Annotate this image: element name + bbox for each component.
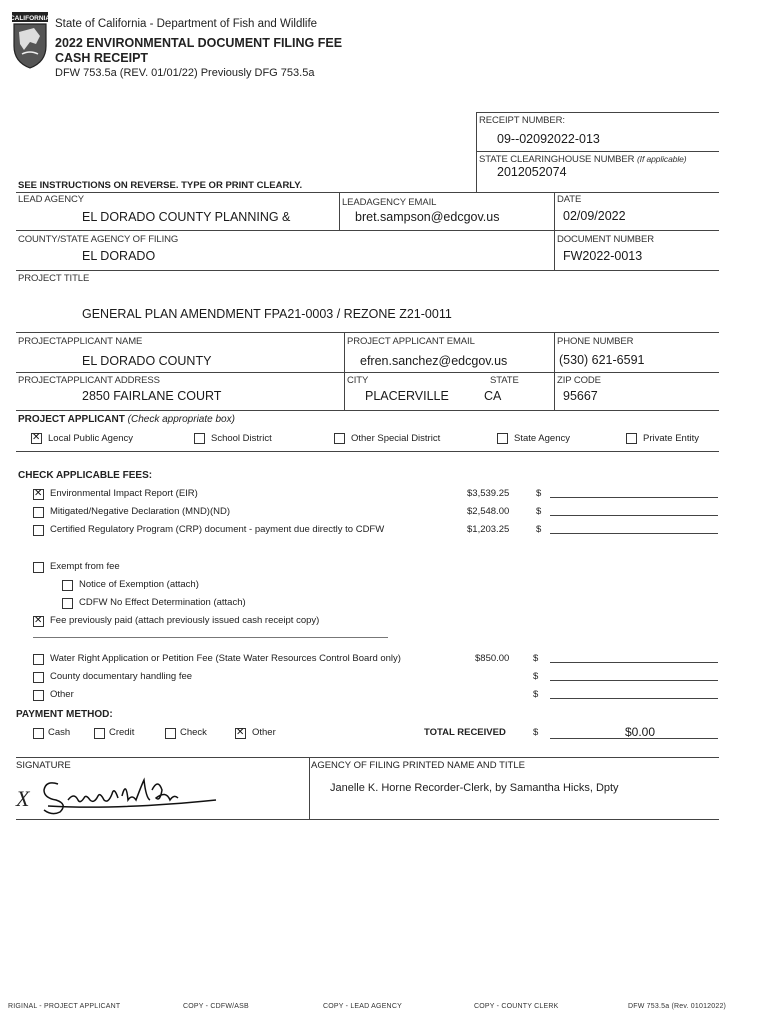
agency-filing-value: Janelle K. Horne Recorder-Clerk, by Samantha Hicks, Dpty — [330, 782, 619, 794]
total-dollar: $ — [533, 727, 539, 738]
phone-value: (530) 621-6591 — [559, 353, 645, 367]
document-number-label: DOCUMENT NUMBER — [557, 234, 655, 245]
county-doc-fee-dollar: $ — [533, 671, 539, 682]
applicant-type-heading-text: PROJECT APPLICANT — [18, 414, 125, 425]
state-agency-label: State Agency — [514, 433, 570, 444]
water-right-amount: $850.00 — [475, 653, 510, 664]
state-seal-icon — [10, 10, 50, 70]
state-agency-checkbox[interactable] — [497, 433, 508, 444]
mnd-amount: $2,548.00 — [467, 506, 510, 517]
notice-of-exemption-label: Notice of Exemption (attach) — [79, 579, 199, 590]
agency-filing-label: AGENCY OF FILING PRINTED NAME AND TITLE — [311, 760, 525, 771]
mnd-checkbox[interactable] — [33, 507, 44, 518]
cash-checkbox[interactable] — [33, 728, 44, 739]
applicant-email-label: PROJECT APPLICANT EMAIL — [347, 336, 475, 347]
exempt-checkbox[interactable] — [33, 562, 44, 573]
crp-checkbox[interactable] — [33, 525, 44, 536]
receipt-number-label: RECEIPT NUMBER: — [479, 115, 565, 126]
payment-heading: PAYMENT METHOD: — [16, 709, 113, 720]
county-label: COUNTY/STATE AGENCY OF FILING — [18, 234, 179, 245]
fee-previously-paid-checkbox[interactable] — [33, 616, 44, 627]
other-fee-dollar: $ — [533, 689, 539, 700]
check-label: Check — [180, 727, 207, 738]
county-doc-fee-checkbox[interactable] — [33, 672, 44, 683]
water-right-dollar: $ — [533, 653, 539, 664]
crp-amount: $1,203.25 — [467, 524, 510, 535]
mnd-amount-line[interactable] — [550, 515, 718, 516]
cdfw-no-effect-checkbox[interactable] — [62, 598, 73, 609]
zip-label: ZIP CODE — [557, 375, 601, 386]
check-checkbox[interactable] — [165, 728, 176, 739]
handwritten-signature — [38, 770, 218, 818]
header-title: 2022 ENVIRONMENTAL DOCUMENT FILING FEE — [55, 36, 343, 50]
crp-amount-line[interactable] — [550, 533, 718, 534]
applicant-address: 2850 FAIRLANE COURT — [82, 389, 222, 403]
signature-x-mark: X — [16, 786, 30, 811]
document-number: FW2022-0013 — [563, 249, 643, 263]
city-value: PLACERVILLE — [365, 389, 449, 403]
phone-label: PHONE NUMBER — [557, 336, 634, 347]
eir-amount-line[interactable] — [550, 497, 718, 498]
svg-text:CALIFORNIA: CALIFORNIA — [10, 15, 50, 22]
header-form-number: DFW 753.5a (REV. 01/01/22) Previously DFG 753.5a — [55, 67, 315, 79]
exempt-label: Exempt from fee — [50, 561, 120, 572]
lead-agency-label: LEAD AGENCY — [18, 194, 84, 205]
date-value: 02/09/2022 — [563, 209, 626, 223]
header-subtitle: CASH RECEIPT — [55, 51, 149, 65]
applicant-type-heading — [18, 414, 235, 425]
school-district-label: School District — [211, 433, 272, 444]
cash-label: Cash — [48, 727, 71, 738]
date-label: DATE — [557, 194, 582, 205]
total-received-value: $0.00 — [625, 725, 656, 739]
project-title-label: PROJECT TITLE — [18, 273, 90, 284]
lead-agency-email-label: LEADAGENCY EMAIL — [342, 197, 437, 208]
school-district-checkbox[interactable] — [194, 433, 205, 444]
applicant-name: EL DORADO COUNTY — [82, 354, 212, 368]
mnd-label: Mitigated/Negative Declaration (MND)(ND) — [50, 506, 231, 517]
water-right-amount-line[interactable] — [550, 662, 718, 663]
local-public-agency-checkbox[interactable] — [31, 433, 42, 444]
footer-form-number: DFW 753.5a (Rev. 01012022) — [628, 1003, 727, 1010]
other-fee-checkbox[interactable] — [33, 690, 44, 701]
clearinghouse-label-text: STATE CLEARINGHOUSE NUMBER — [479, 154, 635, 165]
fee-previously-paid-label: Fee previously paid (attach previously issued cash receipt copy) — [50, 615, 320, 626]
eir-label: Environmental Impact Report (EIR) — [50, 488, 198, 499]
other-payment-checkbox[interactable] — [235, 728, 246, 739]
other-special-district-label: Other Special District — [351, 433, 441, 444]
clearinghouse-note: (If applicable) — [636, 154, 687, 164]
eir-dollar: $ — [536, 488, 542, 499]
applicant-address-label: PROJECTAPPLICANT ADDRESS — [18, 375, 160, 386]
footer-original: RIGINAL - PROJECT APPLICANT — [8, 1003, 121, 1010]
credit-label: Credit — [109, 727, 135, 738]
county-value: EL DORADO — [82, 249, 156, 263]
footer-copy-county-clerk: COPY - COUNTY CLERK — [474, 1003, 559, 1010]
footer-copy-lead-agency: COPY - LEAD AGENCY — [323, 1003, 402, 1010]
applicant-name-label: PROJECTAPPLICANT NAME — [18, 336, 143, 347]
other-fee-label: Other — [50, 689, 74, 700]
clearinghouse-label — [479, 154, 686, 165]
signature-label: SIGNATURE — [16, 760, 71, 771]
clearinghouse-number: 2012052074 — [497, 165, 567, 179]
instructions: SEE INSTRUCTIONS ON REVERSE. TYPE OR PRINT CLEARLY. — [18, 180, 303, 191]
water-right-checkbox[interactable] — [33, 654, 44, 665]
project-title: GENERAL PLAN AMENDMENT FPA21-0003 / REZONE Z21-0011 — [82, 307, 452, 321]
private-entity-checkbox[interactable] — [626, 433, 637, 444]
total-received-label: TOTAL RECEIVED — [424, 727, 506, 738]
mnd-dollar: $ — [536, 506, 542, 517]
lead-agency-email: bret.sampson@edcgov.us — [355, 210, 500, 224]
other-payment-label: Other — [252, 727, 276, 738]
applicant-email: efren.sanchez@edcgov.us — [360, 354, 508, 368]
notice-of-exemption-checkbox[interactable] — [62, 580, 73, 591]
water-right-label: Water Right Application or Petition Fee (State Water Resources Control Board only) — [50, 653, 401, 664]
credit-checkbox[interactable] — [94, 728, 105, 739]
private-entity-label: Private Entity — [643, 433, 699, 444]
receipt-number: 09--02092022-013 — [497, 132, 600, 146]
county-doc-fee-line[interactable] — [550, 680, 718, 681]
crp-dollar: $ — [536, 524, 542, 535]
local-public-agency-label: Local Public Agency — [48, 433, 134, 444]
zip-value: 95667 — [563, 389, 598, 403]
eir-amount: $3,539.25 — [467, 488, 510, 499]
footer-copy-cdfw: COPY - CDFW/ASB — [183, 1003, 249, 1010]
eir-checkbox[interactable] — [33, 489, 44, 500]
fees-heading: CHECK APPLICABLE FEES: — [18, 470, 153, 481]
state-label: STATE — [490, 375, 519, 386]
cdfw-no-effect-label: CDFW No Effect Determination (attach) — [79, 597, 246, 608]
other-fee-line[interactable] — [550, 698, 718, 699]
header-department: State of California - Department of Fish and Wildlife — [55, 18, 318, 30]
crp-label: Certified Regulatory Program (CRP) document - payment due directly to CDFW — [50, 524, 385, 535]
state-value: CA — [484, 389, 502, 403]
county-doc-fee-label: County documentary handling fee — [50, 671, 193, 682]
city-label: CITY — [347, 375, 369, 386]
other-special-district-checkbox[interactable] — [334, 433, 345, 444]
lead-agency-value: EL DORADO COUNTY PLANNING & — [82, 210, 291, 224]
applicant-type-note: (Check appropriate box) — [127, 414, 235, 425]
